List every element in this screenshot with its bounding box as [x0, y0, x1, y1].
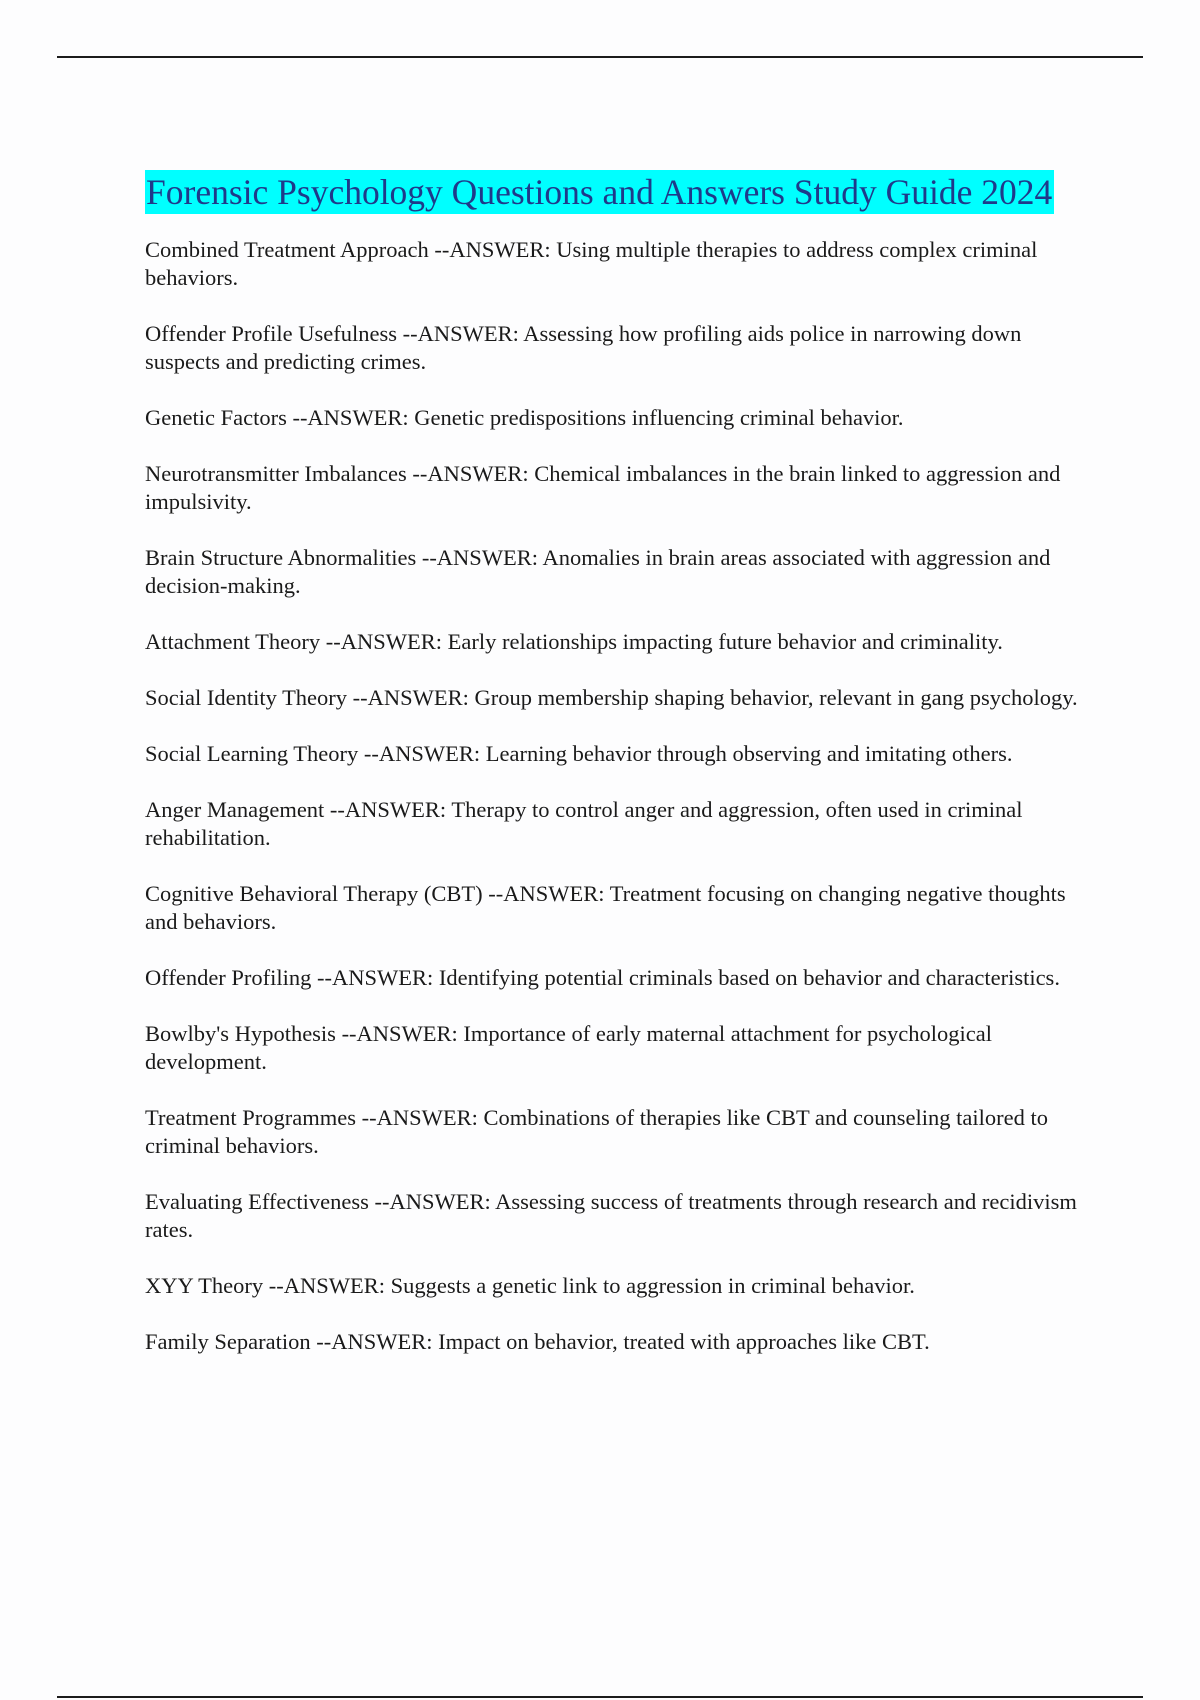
qa-item: Social Identity Theory --ANSWER: Group membership shaping behavior, relevant in gang psychology.: [145, 685, 1078, 710]
qa-item: XYY Theory --ANSWER: Suggests a genetic link to aggression in criminal behavior.: [145, 1273, 915, 1298]
qa-item: Treatment Programmes --ANSWER: Combinations of therapies like CBT and counseling tailored to criminal behaviors.: [145, 1105, 1048, 1158]
top-rule: [57, 56, 1143, 58]
qa-item: Bowlby's Hypothesis --ANSWER: Importance of early maternal attachment for psychological development.: [145, 1021, 992, 1074]
document-title: Forensic Psychology Questions and Answers Study Guide 2024: [146, 172, 1053, 212]
qa-item: Brain Structure Abnormalities --ANSWER: Anomalies in brain areas associated with aggression and decision-making.: [145, 545, 1051, 598]
document-content: [145, 170, 1095, 1384]
qa-item: Cognitive Behavioral Therapy (CBT) --ANSWER: Treatment focusing on changing negative thoughts and behaviors.: [145, 881, 1066, 934]
qa-item: Genetic Factors --ANSWER: Genetic predispositions influencing criminal behavior.: [145, 405, 904, 430]
bottom-rule: [57, 1696, 1143, 1698]
qa-item: Offender Profile Usefulness --ANSWER: Assessing how profiling aids police in narrowing down suspects and predicting crimes.: [145, 321, 1022, 374]
qa-item: Attachment Theory --ANSWER: Early relationships impacting future behavior and criminality.: [145, 629, 1003, 654]
qa-item: Combined Treatment Approach --ANSWER: Using multiple therapies to address complex criminal behaviors.: [145, 237, 1038, 290]
qa-item: Social Learning Theory --ANSWER: Learning behavior through observing and imitating others.: [145, 741, 1013, 766]
qa-item: Neurotransmitter Imbalances --ANSWER: Chemical imbalances in the brain linked to aggression and impulsivity.: [145, 461, 1061, 514]
qa-item: Family Separation --ANSWER: Impact on behavior, treated with approaches like CBT.: [145, 1329, 930, 1354]
qa-item: Offender Profiling --ANSWER: Identifying potential criminals based on behavior and characteristics.: [145, 965, 1060, 990]
qa-item: Anger Management --ANSWER: Therapy to control anger and aggression, often used in criminal rehabilitation.: [145, 797, 1023, 850]
qa-list: [145, 236, 1095, 1356]
qa-item: Evaluating Effectiveness --ANSWER: Assessing success of treatments through research and recidivism rates.: [145, 1189, 1077, 1242]
